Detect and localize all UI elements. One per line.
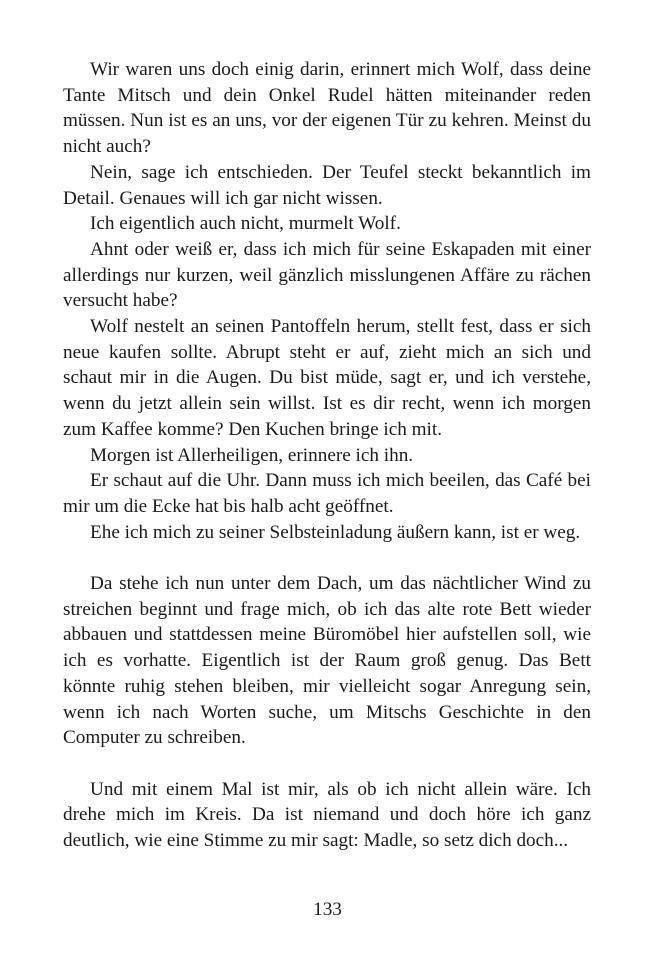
paragraph-9: Da stehe ich nun unter dem Dach, um das nächtlicher Wind zu streichen beginnt und frage mich, ob ich das alte rote Bett wieder abbauen und stattdessen meine Büromöbel hier aufstellen soll, wie ich es vorhatte. Eigentlich ist der Raum groß genug. Das Bett könnte ruhig stehen bleiben, mir vielleicht sogar Anregung sein, wenn ich nach Worten suche, um Mitschs Geschichte in den Computer zu schreiben. (63, 573, 591, 749)
page-body (63, 57, 591, 854)
paragraph-5: Wolf nestelt an seinen Pantoffeln herum, stellt fest, dass er sich neue kaufen sollte. Abrupt steht er auf, zieht mich an sich und schaut mir in die Augen. Du bist müde, sagt er, und ich verstehe, wenn du jetzt allein sein willst. Ist es dir recht, wenn ich morgen zum Kaffee komme? Den Kuchen bringe ich mit. (63, 316, 591, 440)
paragraph-6: Morgen ist Allerheiligen, erinnere ich ihn. (90, 444, 414, 466)
paragraph-4: Ahnt oder weiß er, dass ich mich für seine Eskapaden mit einer allerdings nur kurzen, weil gänzlich misslungenen Affäre zu rächen versucht habe? (63, 238, 591, 312)
paragraph-10: Und mit einem Mal ist mir, als ob ich nicht allein wäre. Ich drehe mich im Kreis. Da ist niemand und doch höre ich ganz deutlich, wie eine Stimme zu mir sagt: Madle, so setz dich doch... (63, 778, 591, 852)
paragraph-1: Wir waren uns doch einig darin, erinnert mich Wolf, dass deine Tante Mitsch und dein Onkel Rudel hätten miteinander reden müssen. Nun ist es an uns, vor der eigenen Tür zu kehren. Meinst du nicht auch? (63, 59, 591, 158)
paragraph-7: Er schaut auf die Uhr. Dann muss ich mich beeilen, das Café bei mir um die Ecke hat bis halb acht geöffnet. (63, 470, 591, 517)
section-break (63, 545, 591, 571)
paragraph-3: Ich eigentlich auch nicht, murmelt Wolf. (90, 213, 401, 235)
section-break (63, 751, 591, 777)
page-number: 133 (313, 899, 342, 920)
paragraph-2: Nein, sage ich entschieden. Der Teufel steckt bekanntlich im Detail. Genaues will ich gar nicht wissen. (63, 161, 591, 209)
paragraph-8: Ehe ich mich zu seiner Selbsteinladung äußern kann, ist er weg. (90, 521, 581, 543)
